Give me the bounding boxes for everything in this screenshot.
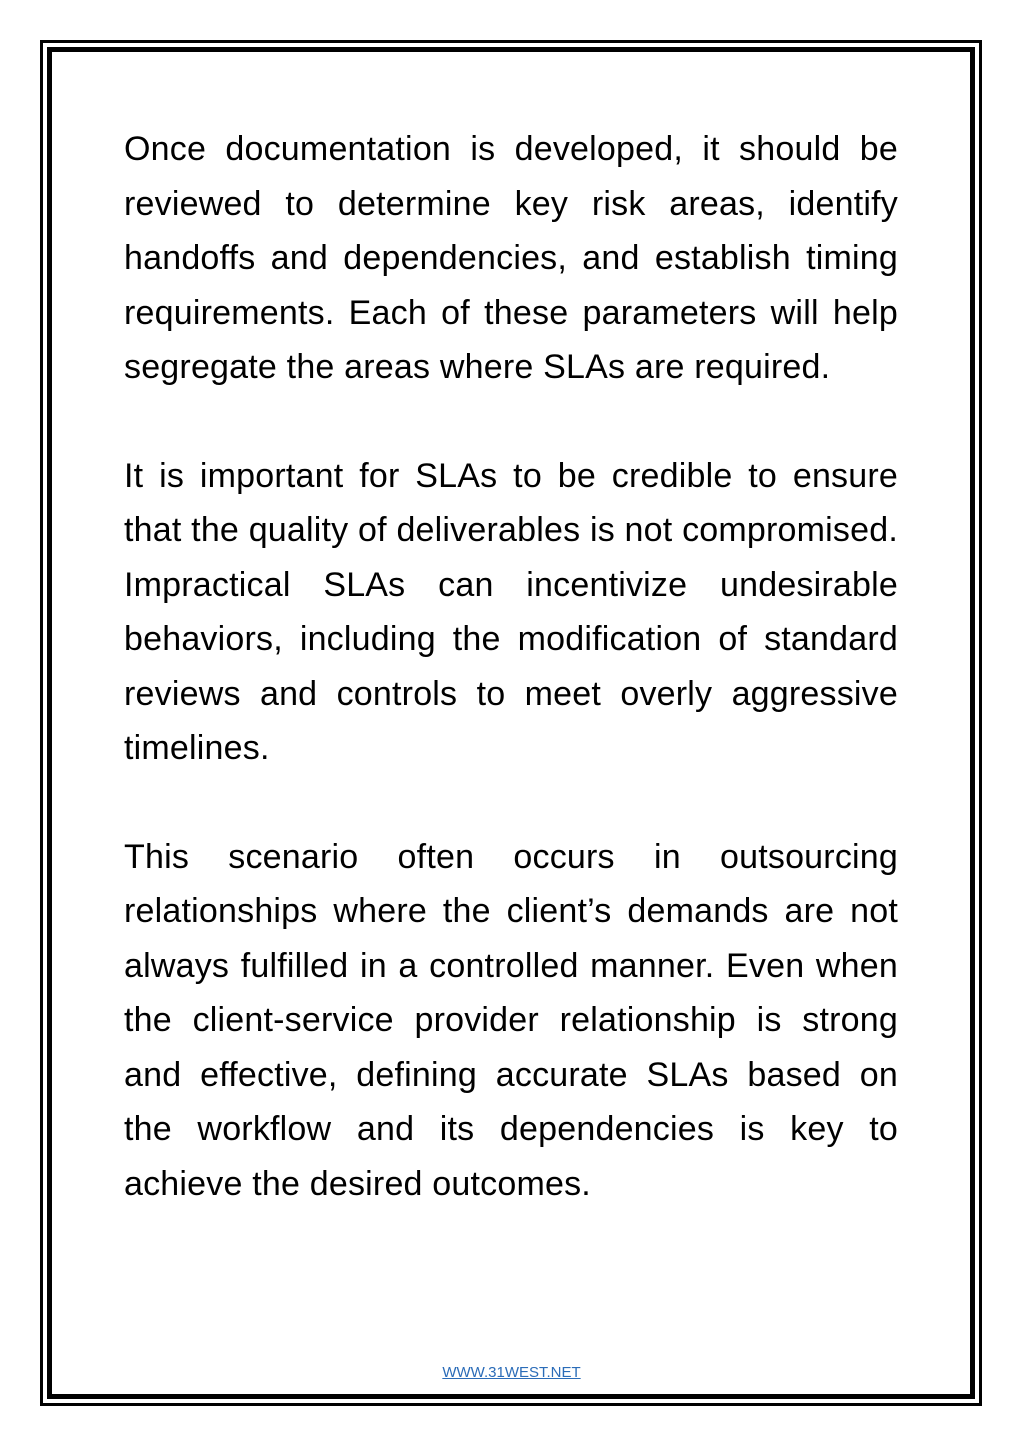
footer [0, 1363, 1023, 1383]
website-link[interactable]: WWW.31WEST.NET [442, 1364, 581, 1381]
paragraph-1: Once documentation is developed, it should be reviewed to determine key risk areas, identify handoffs and dependencies, and establish timing requirements. Each of these parameters will help segregate the areas where SLAs are required. [124, 130, 898, 386]
document-body [124, 122, 898, 1211]
paragraph-2: It is important for SLAs to be credible to ensure that the quality of deliverables is not compromised. Impractical SLAs can incentivize undesirable behaviors, including the modification of standard reviews and controls to meet overly aggressive timelines. [124, 456, 898, 767]
paragraph-3: This scenario often occurs in outsourcing relationships where the client’s demands are not always fulfilled in a controlled manner. Even when the client-service provider relationship is strong and effective, defining accurate SLAs based on the workflow and its dependencies is key to achieve the desired outcomes. [124, 837, 898, 1203]
